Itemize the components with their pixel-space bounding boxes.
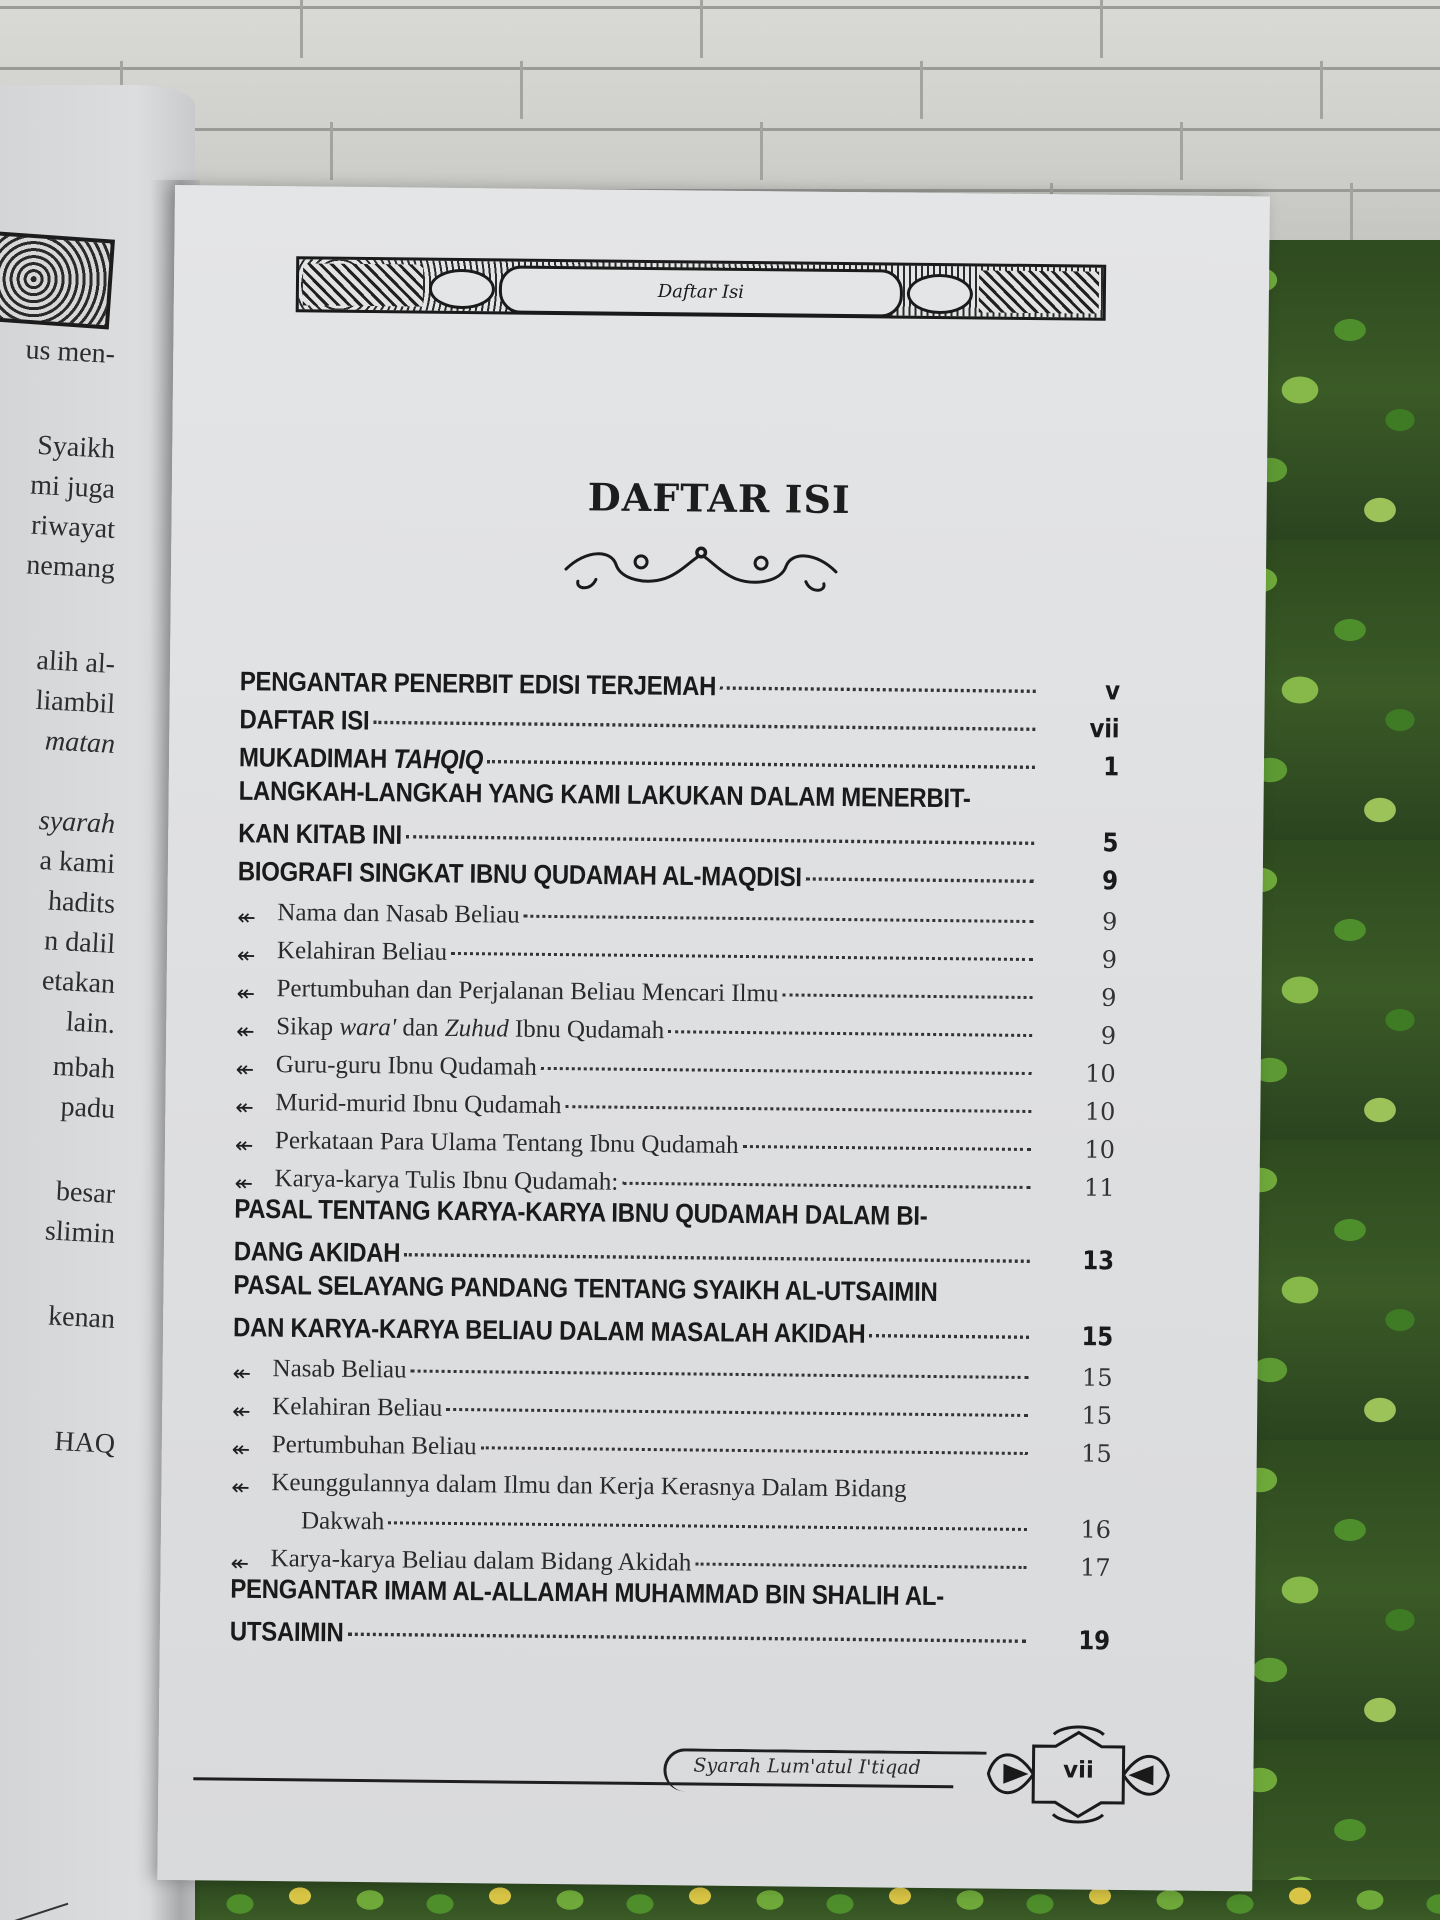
toc-entry-title: KAN KITAB INI xyxy=(238,818,403,851)
dot-leader xyxy=(347,1632,1025,1642)
toc-entry-title: LANGKAH-LANGKAH YANG KAMI LAKUKAN DALAM MENERBIT- xyxy=(238,776,971,815)
toc-page-number: 5 xyxy=(1102,828,1119,859)
double-left-arrow-icon: ↞ xyxy=(235,1057,255,1083)
toc-entry-title: Pertumbuhan Beliau xyxy=(271,1431,477,1461)
toc-page-number: 10 xyxy=(1084,1097,1116,1126)
toc-entry-title: Pertumbuhan dan Perjalanan Beliau Mencari Ilmu xyxy=(276,975,779,1008)
footer-book-title: Syarah Lum'atul I'tiqad xyxy=(693,1754,921,1779)
left-page-line: matan xyxy=(44,725,116,760)
table-of-contents-page xyxy=(157,185,1270,1891)
double-left-arrow-icon: ↞ xyxy=(236,1019,255,1045)
dot-leader xyxy=(565,1105,1031,1113)
double-left-arrow-icon: ↞ xyxy=(230,1551,250,1577)
table-of-contents xyxy=(230,666,1120,1663)
left-page-line: kenan xyxy=(47,1300,116,1335)
toc-entry-title: BIOGRAFI SINGKAT IBNU QUDAMAH AL-MAQDISI xyxy=(237,856,802,893)
toc-entry-title: Perkataan Para Ulama Tentang Ibnu Qudamah xyxy=(274,1127,739,1159)
left-page-line: alih al- xyxy=(35,644,116,680)
double-left-arrow-icon: ↞ xyxy=(231,1475,250,1501)
dot-leader xyxy=(541,1067,1032,1075)
page-footer xyxy=(193,1715,1184,1825)
dot-leader xyxy=(806,877,1034,883)
double-left-arrow-icon: ↞ xyxy=(231,1437,251,1463)
page-title: DAFTAR ISI xyxy=(587,474,851,523)
left-page-line: nemang xyxy=(25,549,116,585)
toc-entry-title: UTSAIMIN xyxy=(229,1616,344,1649)
arabesque-ornament-icon xyxy=(303,263,423,306)
toc-page-number: 16 xyxy=(1080,1515,1112,1544)
toc-entry-title: PASAL TENTANG KARYA-KARYA IBNU QUDAMAH DALAM BI- xyxy=(234,1194,928,1232)
toc-entry-title: Kelahiran Beliau xyxy=(272,1393,443,1422)
toc-page-number: 10 xyxy=(1084,1135,1116,1164)
toc-entry-title: Kelahiran Beliau xyxy=(276,937,448,966)
toc-entry-title: Sikap wara' dan Zuhud Ibnu Qudamah xyxy=(276,1013,665,1045)
left-page-line: slimin xyxy=(44,1215,116,1250)
left-page-line: mi juga xyxy=(29,469,116,505)
double-left-arrow-icon: ↞ xyxy=(237,905,256,931)
left-page-line: besar xyxy=(55,1175,116,1210)
dot-leader xyxy=(622,1182,1030,1189)
toc-page-number: 15 xyxy=(1081,1322,1114,1353)
toc-entry-title: Karya-karya Tulis Ibnu Qudamah: xyxy=(274,1165,619,1196)
left-page-line: mbah xyxy=(52,1050,116,1085)
toc-page-number: 9 xyxy=(1101,866,1118,897)
toc-page-number: 9 xyxy=(1101,907,1118,936)
left-page-line: hadits xyxy=(47,885,116,920)
double-left-arrow-icon: ↞ xyxy=(234,1171,254,1197)
toc-entry-title: Murid-murid Ibnu Qudamah xyxy=(275,1089,562,1120)
left-page-line: liambil xyxy=(34,684,116,720)
toc-page-number: 15 xyxy=(1081,1363,1113,1392)
left-page-line: HAQ xyxy=(53,1425,116,1460)
toc-entry-title: MUKADIMAH TAHQIQ xyxy=(238,742,484,776)
ring-ornament-icon xyxy=(907,274,973,315)
ring-ornament-icon xyxy=(429,269,495,310)
double-left-arrow-icon: ↞ xyxy=(235,1095,254,1121)
left-page-header-ornament xyxy=(0,231,115,330)
double-left-arrow-icon: ↞ xyxy=(232,1361,252,1387)
dot-leader xyxy=(487,760,1035,769)
toc-page-number: 15 xyxy=(1081,1401,1113,1430)
toc-chapter-entry xyxy=(233,1265,1114,1359)
toc-page-number: 9 xyxy=(1101,983,1117,1012)
dot-leader xyxy=(782,993,1032,999)
toc-page-number: 1 xyxy=(1103,752,1120,783)
toc-entry-title: Guru-guru Ibnu Qudamah xyxy=(275,1051,537,1081)
toc-entry-title: PASAL SELAYANG PANDANG TENTANG SYAIKH AL-UTSAIMIN xyxy=(233,1270,938,1308)
double-left-arrow-icon: ↞ xyxy=(236,981,256,1007)
dot-leader xyxy=(406,835,1034,845)
running-header-text: Daftar Isi xyxy=(657,280,745,303)
dot-leader xyxy=(869,1334,1029,1339)
left-page-line: us men- xyxy=(24,334,116,370)
toc-page-number: vii xyxy=(1089,714,1120,745)
dot-leader xyxy=(743,1145,1031,1151)
toc-entry-title: PENGANTAR IMAM AL-ALLAMAH MUHAMMAD BIN SHALIH AL- xyxy=(230,1574,945,1612)
left-page-line: etakan xyxy=(41,965,116,1000)
left-page-line: padu xyxy=(59,1091,116,1125)
double-left-arrow-icon: ↞ xyxy=(232,1399,251,1425)
toc-page-number: 19 xyxy=(1078,1626,1110,1657)
toc-page-number: 15 xyxy=(1081,1439,1112,1468)
left-page-line: n dalil xyxy=(43,925,116,960)
left-page-line: riwayat xyxy=(30,509,116,545)
dot-leader xyxy=(404,1253,1030,1263)
running-header-banner xyxy=(296,256,1107,320)
dot-leader xyxy=(720,686,1036,693)
double-left-arrow-icon: ↞ xyxy=(234,1133,254,1159)
left-page-line: syarah xyxy=(38,805,116,840)
toc-entry-title: Keunggulannya dalam Ilmu dan Kerja Kerasnya Dalam Bidang xyxy=(271,1469,907,1503)
toc-chapter-entry xyxy=(230,1569,1111,1663)
dot-leader xyxy=(388,1521,1027,1531)
double-left-arrow-icon: ↞ xyxy=(236,943,256,969)
toc-section-entry xyxy=(231,1464,1112,1549)
dot-leader xyxy=(373,721,1035,731)
left-page-line: a kami xyxy=(38,845,116,880)
toc-entry-title: PENGANTAR PENERBIT EDISI TERJEMAH xyxy=(239,666,717,702)
arabesque-ornament-icon xyxy=(979,270,1099,313)
floral-flourish-icon xyxy=(556,539,847,602)
left-page-line: Syaikh xyxy=(36,429,116,465)
toc-entry-title: Nasab Beliau xyxy=(272,1355,407,1384)
left-page-footer-rule xyxy=(0,1903,68,1920)
toc-entry-title: DAN KARYA-KARYA BELIAU DALAM MASALAH AKIDAH xyxy=(232,1312,866,1350)
toc-entry-title: Karya-karya Beliau dalam Bidang Akidah xyxy=(270,1545,692,1577)
toc-entry-title: DAFTAR ISI xyxy=(239,704,370,737)
page-number: vii xyxy=(1062,1757,1094,1784)
dot-leader xyxy=(695,1563,1026,1569)
toc-entry-title: Dakwah xyxy=(300,1507,385,1536)
toc-page-number: 17 xyxy=(1079,1553,1111,1582)
toc-page-number: 10 xyxy=(1085,1059,1116,1088)
toc-entry-title: Nama dan Nasab Beliau xyxy=(277,899,520,929)
toc-page-number: 9 xyxy=(1100,1021,1117,1050)
dot-leader xyxy=(446,1408,1028,1417)
toc-page-number: v xyxy=(1104,676,1120,707)
dot-leader xyxy=(451,952,1033,961)
dot-leader xyxy=(481,1446,1028,1455)
toc-page-number: 13 xyxy=(1082,1246,1114,1277)
toc-page-number: 11 xyxy=(1083,1173,1115,1202)
toc-entry-title: DANG AKIDAH xyxy=(233,1236,401,1269)
dot-leader xyxy=(668,1030,1032,1037)
left-page-line: lain. xyxy=(65,1006,116,1040)
dot-leader xyxy=(411,1370,1029,1379)
toc-page-number: 9 xyxy=(1101,945,1118,974)
dot-leader xyxy=(524,915,1034,923)
toc-chapter-entry xyxy=(238,771,1119,865)
